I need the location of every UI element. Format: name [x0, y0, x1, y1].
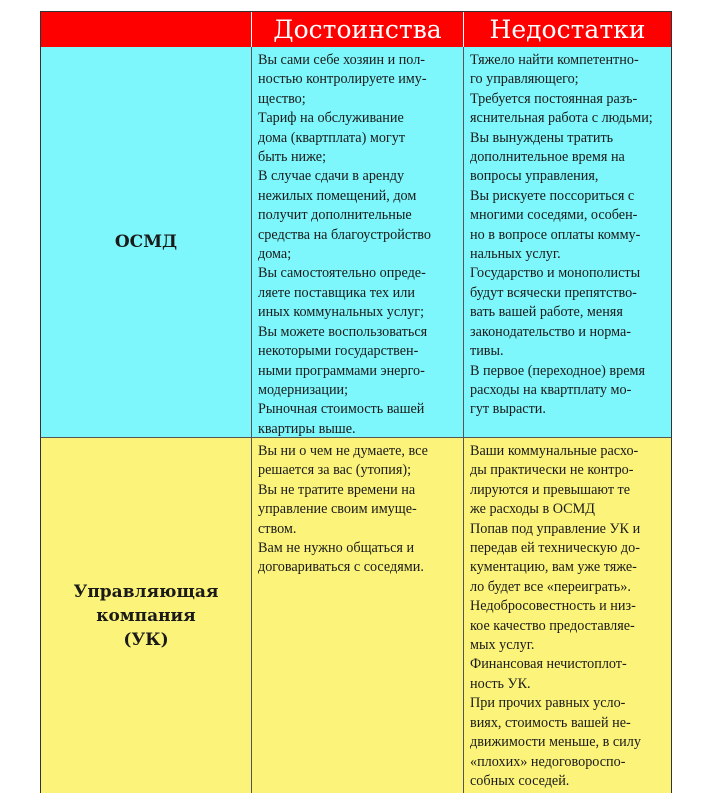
row-label-cell: [41, 47, 251, 437]
disadvantages-cell-uk: [463, 438, 671, 793]
row-label-uk: Управляющая компания (УК): [73, 581, 219, 650]
header-advantages: Достоинства: [251, 12, 463, 47]
advantage-item: Вы можете воспользоваться некоторыми государствен- ными программами энерго- модернизации;: [258, 323, 428, 398]
row-uk: [41, 437, 671, 793]
advantage-item: Вы самостоятельно опреде- ляете поставщика тех или иных коммунальных услуг;: [258, 265, 426, 321]
disadvantage-item: В первое (переходное) время расходы на квартплату мо- гут вырасти.: [470, 362, 646, 418]
row-osmd: [41, 47, 671, 437]
advantages-cell-uk: [251, 438, 463, 793]
disadvantage-item: Недобросовестность и низ- кое качество предоставляе- мых услуг.: [470, 598, 636, 654]
comparison-table: [40, 11, 672, 793]
advantage-item: В случае сдачи в аренду нежилых помещений, дом получит дополнительные средства на благоустройство дома;: [258, 168, 432, 263]
header-disadvantages: Недостатки: [463, 12, 671, 47]
disadvantage-item: Вы рискуете поссориться с многими соседями, особен- но в вопросе оплаты комму- нальных услуг.: [470, 187, 641, 263]
advantages-cell-osmd: [251, 47, 463, 437]
advantage-item: Рыночная стоимость вашей квартиры выше.: [258, 401, 425, 437]
header-blank-cell: [41, 12, 251, 47]
row-label-osmd: ОСМД: [114, 232, 178, 252]
disadvantage-item: Требуется постоянная разъ- яснительная работа с людьми;: [470, 90, 653, 127]
disadvantage-item: Финансовая нечистоплот- ность УК.: [470, 656, 627, 692]
advantage-item: Вы ни о чем не думаете, все решается за вас (утопия);: [258, 443, 428, 479]
disadvantage-item: Попав под управление УК и передав ей техническую до- кументацию, вам уже тяже- ло будет все «переиграть».: [470, 520, 641, 595]
advantage-item: Вы не тратите времени на управление своим имуще- ством.: [258, 481, 417, 537]
disadvantage-item: Вы вынуждены тратить дополнительное время на вопросы управления,: [470, 129, 625, 185]
row-label-cell: [41, 438, 251, 793]
advantage-item: Вам не нужно общаться и договариваться с соседями.: [258, 540, 424, 576]
disadvantage-item: Тяжело найти компетентно- го управляющего;: [470, 52, 639, 88]
advantage-item: Тариф на обслуживание дома (квартплата) могут быть ниже;: [258, 110, 406, 166]
advantage-item: Вы сами себе хозяин и пол- ностью контролируете иму- щество;: [258, 52, 427, 107]
disadvantage-item: Государство и монополисты будут всячески препятство- вать вашей работе, меняя законодательство и норма- тивы.: [470, 265, 641, 360]
disadvantage-item: При прочих равных усло- виях, стоимость вашей не- движимости меньше, в силу «плохих» недоговороспо- собных соседей.: [470, 695, 641, 789]
disadvantage-item: Ваши коммунальные расхо- ды практически не контро- лируются и превышают те же расходы в ОСМД: [470, 443, 639, 518]
disadvantages-cell-osmd: [463, 47, 671, 437]
